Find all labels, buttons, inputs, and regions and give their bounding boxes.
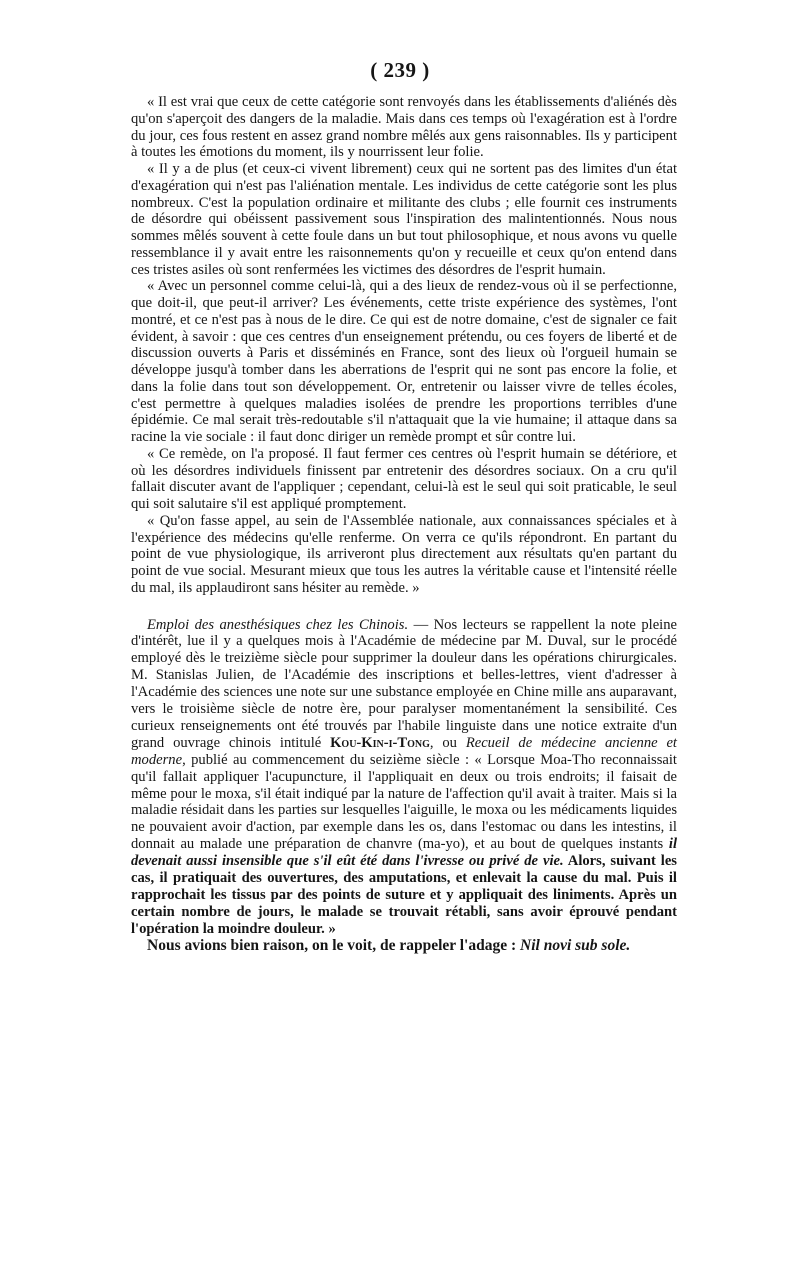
quote-paragraph-2: « Il y a de plus (et ceux-ci vivent librement) ceux qui ne sortent pas des limites d'un état d'exagération qui n'est pas l'aliénation mentale. Les individus de cette catégorie sont les plus nombreux. C'est la population ordinaire et militante des clubs ; elle fournit ces instruments de désordre qui obéissent passivement sous l'inspiration des malintentionnés. Nous nous sommes mêlés souvent à cette foule dans un but tout philosophique, et nous avons vu quelle ressemblance il y avait entre les raisonnements qu'on y recueille et ceux qu'on entend dans ces tristes asiles où sont renfermées les victimes des désordres de l'esprit humain.: [131, 161, 677, 278]
quote-paragraph-4: « Ce remède, on l'a proposé. Il faut fermer ces centres où l'esprit humain se détériore, et où les désordres individuels finissent par entretenir des désordres sociaux. On a cru qu'il fallait discuter avant de l'appliquer ; cependant, celui-là est le seul qui soit praticable, le seul qui soit salutaire s'il est appliqué promptement.: [131, 445, 677, 512]
quote-paragraph-3: « Avec un personnel comme celui-là, qui a des lieux de rendez-vous où il se perfectionne, que doit-il, que peut-il arriver? Les événements, cette triste expérience des systèmes, l'ont montré, et ce n'est pas à nous de le dire. Ce qui est de notre domaine, c'est de signaler ce fait évident, à savoir : que ces centres d'un enseignement prétendu, ou ces foyers de liberté et de discussion ouverts à Paris et disséminés en France, sont des lieux où l'orgueil humain se développe jusqu'à tomber dans les aberrations de l'esprit qui ne sont pas encore la folie, et dans la folie dans tout son développement. Or, entretenir ou laisser vivre de telles écoles, c'est permettre à quelques maladies isolées de prendre les proportions terribles d'une épidémie. Ce mal serait très-redoutable s'il n'attaquait que la vie humaine; il attaque dans sa racine la vie sociale : il faut donc diriger un remède prompt et sûr contre lui.: [131, 278, 677, 445]
section-gap: [131, 597, 677, 617]
quote-paragraph-5: « Qu'on fasse appel, au sein de l'Assemblée nationale, aux connaissances spéciales et à l'expérience des médecins qu'elle renferme. On verra ce qu'ils répondront. En partant du point de vue physiologique, ils arriveront plus directement aux résultats qu'en partant du point de vue social. Mesurant mieux que tous les autres la véritable cause et l'intensité réelle du mal, ils applaudiront sans hésiter au remède. »: [131, 512, 677, 596]
book-subtitle: Recueil de médecine ancienne et moderne: [131, 734, 677, 768]
closing-adage: Nil novi sub sole.: [520, 936, 631, 954]
book-title: Kou-Kin-i-Tong: [330, 734, 430, 751]
article-text-part-1: Nos lecteurs se rappellent la note pleine d'intérêt, lue il y a quelques mois à l'Académie de médecine par M. Duval, sur le procédé employé dès le treizième siècle pour supprimer la douleur dans les opérations chirurgicales. M. Stanislas Julien, de l'Académie des inscriptions et belles-lettres, vient d'adresser à l'Académie des sciences une note sur une substance employée en Chine mille ans auparavant, vers le troisième siècle de notre ère, pour paralyser momentanément la sensibilité. Ces curieux renseignements ont été trouvés par l'habile linguiste dans une notice extraite d'un grand ouvrage chinois intitulé: [131, 616, 678, 751]
page-number: ( 239 ): [370, 58, 430, 82]
article-text-part-2: , ou: [429, 734, 466, 751]
quote-paragraph-1: « Il est vrai que ceux de cette catégorie sont renvoyés dans les établissements d'aliénés dès qu'on s'aperçoit des dangers de la maladie. Mais dans ces temps où l'exagération est à l'ordre du jour, ces fous restent en assez grand nombre mêlés aux gens raisonnables. Ils y participent à toutes les émotions du moment, ils y nourrissent leur folie.: [131, 94, 677, 161]
article-text-part-3: , publié au commencement du seizième siècle : « Lorsque Moa-Tho reconnaissait qu'il fallait appliquer l'acupuncture, il l'appliquait en deux ou trois endroits; il faisait de même pour le moxa, s'il était indiqué par la nature de l'affection qu'il avait à traiter. Mais si la maladie résidait dans les parties sur lesquelles l'aiguille, le moxa ou les médicaments liquides ne pouvaient avoir d'action, par exemple dans les os, dans l'estomac ou dans les intestins, il donnait au malade une préparation de chanvre (ma-yo), et au bout de quelques instants: [131, 751, 677, 853]
italic-phrase: il devenait aussi insensible que s'il eût été dans l'ivresse ou privé de vie.: [131, 836, 677, 870]
title-dash: —: [408, 616, 434, 633]
closing-paragraph: [131, 938, 677, 955]
text-column: [131, 94, 677, 954]
article-paragraph: [131, 617, 677, 938]
article-title: Emploi des anesthésiques chez les Chinois.: [147, 616, 409, 633]
article-text-part-4: Alors, suivant les cas, il pratiquait des ouvertures, des amputations, et enlevait la cause du mal. Puis il rapprochait les tissus par des points de suture et y appliquait des liniments. Après un certain nombre de jours, le malade se trouvait rétabli, sans avoir éprouvé pendant l'opération la moindre douleur. »: [131, 853, 677, 937]
closing-text: Nous avions bien raison, on le voit, de rappeler l'adage :: [147, 936, 521, 954]
